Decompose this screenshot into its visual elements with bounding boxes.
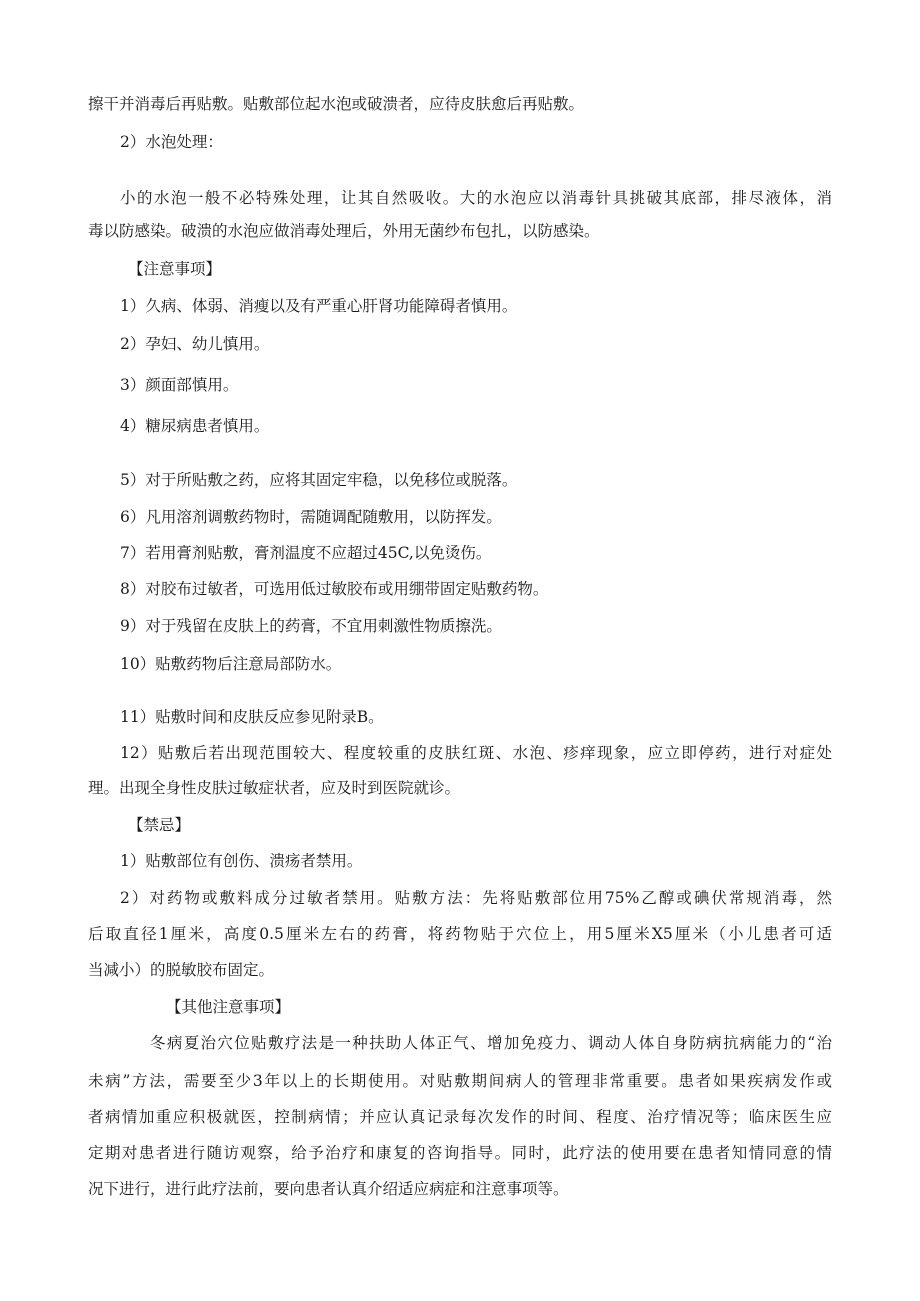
section-heading: 【其他注意事项】 bbox=[166, 998, 291, 1016]
list-item: 4）糖尿病患者慎用。 bbox=[120, 417, 270, 435]
paragraph-line: 冬病夏治穴位贴敷疗法是一种扶助人体正气、增加免疫力、调动人体自身防病抗病能力的“治 bbox=[150, 1034, 832, 1052]
section-heading: 【注意事项】 bbox=[128, 260, 222, 278]
paragraph-line: 定期对患者进行随访观察，给予治疗和康复的咨询指导。同时，此疗法的使用要在患者知情同意的情 bbox=[88, 1144, 832, 1162]
list-item: 7）若用膏剂贴敷，膏剂温度不应超过45C,以免烫伤。 bbox=[120, 544, 492, 562]
list-item: 8）对胶布过敏者，可选用低过敏胶布或用绷带固定贴敷药物。 bbox=[120, 580, 549, 598]
section-heading: 【禁忌】 bbox=[128, 816, 191, 834]
paragraph-line: 后取直径1厘米，高度0.5厘米左右的药膏，将药物贴于穴位上，用5厘米X5厘米（小儿患者可适 bbox=[88, 925, 832, 943]
list-item: 9）对于残留在皮肤上的药膏，不宜用刺激性物质擦洗。 bbox=[120, 617, 502, 635]
list-item: 2）对药物或敷料成分过敏者禁用。贴敷方法：先将贴敷部位用75%乙醇或碘伏常规消毒，然 bbox=[120, 889, 832, 907]
list-item: 11）贴敷时间和皮肤反应参见附录B。 bbox=[120, 708, 384, 726]
sub-heading: 2）水泡处理： bbox=[120, 133, 223, 151]
list-item: 12）贴敷后若出现范围较大、程度较重的皮肤红斑、水泡、疹痒现象，应立即停药，进行对症处 bbox=[120, 744, 832, 762]
paragraph-line: 况下进行，进行此疗法前，要向患者认真介绍适应病症和注意事项等。 bbox=[88, 1180, 569, 1198]
paragraph-line: 未病”方法，需要至少3年以上的长期使用。对贴敷期间病人的管理非常重要。患者如果疾病发作或 bbox=[88, 1072, 832, 1090]
list-item: 3）颜面部慎用。 bbox=[120, 376, 239, 394]
list-item: 5）对于所贴敷之药，应将其固定牢稳，以免移位或脱落。 bbox=[120, 471, 518, 489]
list-item: 2）孕妇、幼儿慎用。 bbox=[120, 335, 270, 353]
list-item: 6）凡用溶剂调敷药物时，需随调配随敷用，以防挥发。 bbox=[120, 508, 502, 526]
paragraph-line: 理。出现全身性皮肤过敏症状者，应及时到医院就诊。 bbox=[88, 779, 461, 797]
paragraph-line: 毒以防感染。破溃的水泡应做消毒处理后，外用无菌纱布包扎，以防感染。 bbox=[88, 222, 600, 240]
paragraph-line: 当减小）的脱敏胶布固定。 bbox=[88, 961, 275, 979]
paragraph-line: 者病情加重应积极就医，控制病情；并应认真记录每次发作的时间、程度、治疗情况等；临床医生应 bbox=[88, 1108, 832, 1126]
list-item: 1）久病、体弱、消瘦以及有严重心肝肾功能障碍者慎用。 bbox=[120, 297, 518, 315]
list-item: 10）贴敷药物后注意局部防水。 bbox=[120, 655, 342, 673]
list-item: 1）贴敷部位有创伤、溃疡者禁用。 bbox=[120, 852, 363, 870]
paragraph-line: 擦干并消毒后再贴敷。贴敷部位起水泡或破溃者，应待皮肤愈后再贴敷。 bbox=[88, 95, 585, 113]
paragraph-line: 小的水泡一般不必特殊处理，让其自然吸收。大的水泡应以消毒针具挑破其底部，排尽液体，消 bbox=[120, 189, 832, 207]
